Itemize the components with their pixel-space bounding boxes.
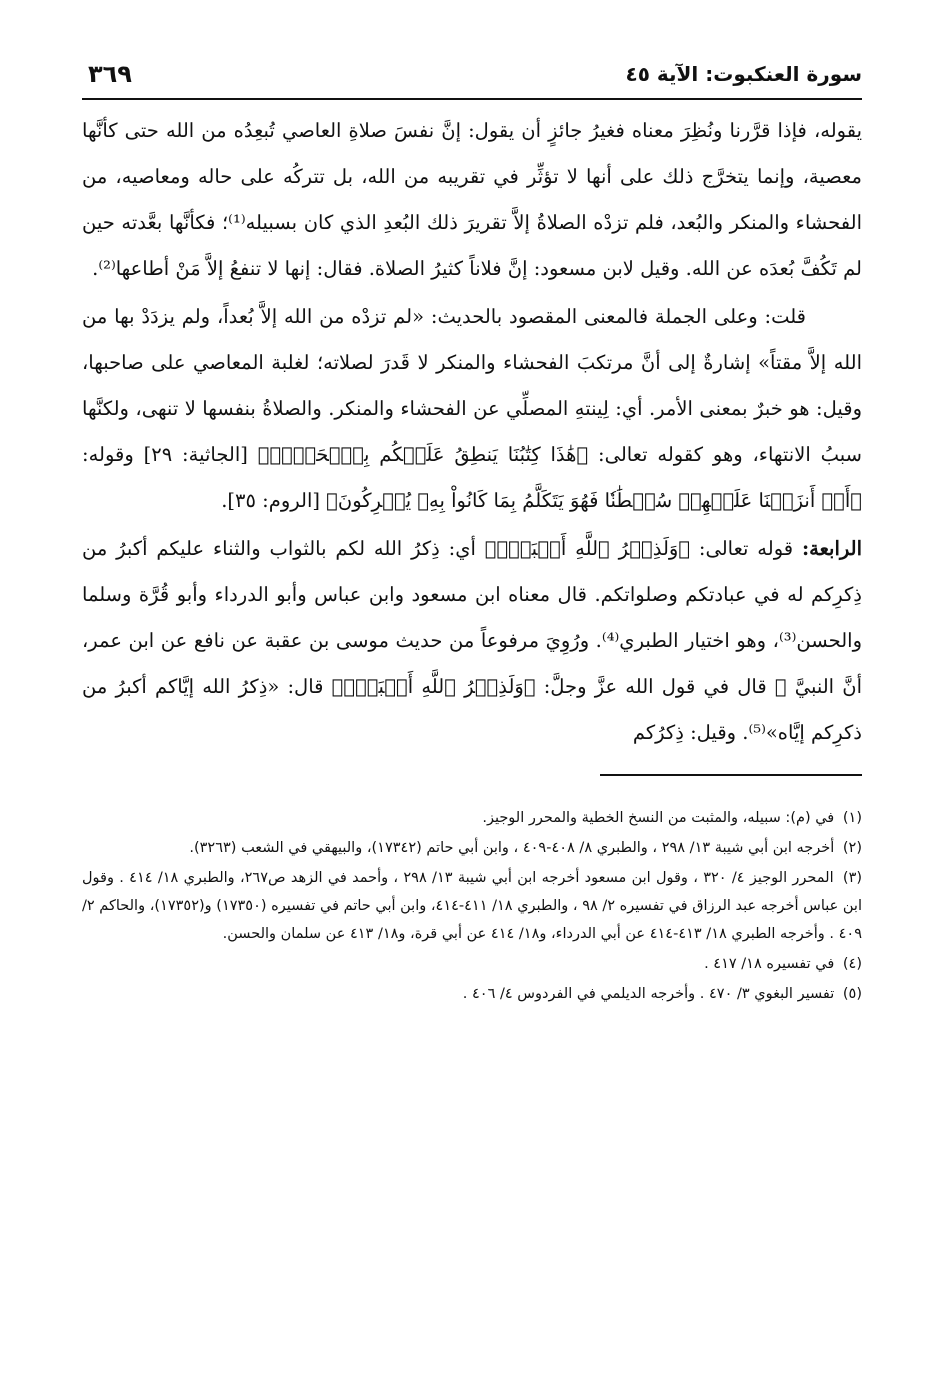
footnote <box>82 980 862 1008</box>
footnote <box>82 950 862 978</box>
book-page <box>82 58 862 1338</box>
footnote-text: تفسير البغوي ٣/ ٤٧٠ . وأخرجه الديلمي في الفردوس ٤/ ٤٠٦ . <box>462 986 835 1002</box>
footnote <box>82 834 862 862</box>
footnote <box>82 804 862 832</box>
main-text <box>82 108 862 756</box>
paragraph-2 <box>82 294 862 524</box>
footnote-text: في (م): سبيله، والمثبت من النسخ الخطية والمحرر الوجيز. <box>482 810 835 826</box>
page-number: ٣٦٩ <box>88 60 132 88</box>
paragraph-1 <box>82 108 862 292</box>
paragraph-text: قوله تعالى: ﴿وَلَذِكۡرُ ٱللَّهِ أَكۡبَرُۗ﴾ أي: ذِكرُ الله لكم بالثواب والثناء عليكم أكبرُ من ذِكرِكم له في عبادتكم وصلواتكم. قال معناه ابن مسعود وابن عباس وأبو الدرداء وأبو قُرَّة وسلما والحسن⁽³⁾، وهو اختيار الطبري⁽⁴⁾. ورُوِيَ مرفوعاً من حديث موسى بن عقبة عن نافع عن ابن عمر، أنَّ النبيَّ ﷺ قال في قول الله عزَّ وجلَّ: ﴿وَلَذِكۡرُ ٱللَّهِ أَكۡبَرُۗ﴾ قال: «ذِكرُ الله إيَّاكم أكبرُ من ذكرِكم إيَّاه»⁽⁵⁾. وقيل: ذِكرُكم <box>82 537 862 744</box>
footnote-number: (٢) <box>842 840 862 856</box>
paragraph-text: يقوله، فإذا قرَّرنا ونُظِرَ معناه فغيرُ جائزٍ أن يقول: إنَّ نفسَ صلاةِ العاصي تُبعِدُه من الله حتى كأنَّها معصية، وإنما يتخرَّج ذلك على أنها لا تؤثِّر في تقريبه من الله، بل تتركُه على حاله ومعاصيه، من الفحشاء والمنكر والبُعد، فلم تزدْه الصلاةُ إلاَّ تقريرَ ذلك البُعدِ الذي كان بسبيله⁽¹⁾؛ فكأنَّها بعَّدته حين لم تَكُفَّ بُعدَه عن الله. وقيل لابن مسعود: إنَّ فلاناً كثيرُ الصلاة. فقال: إنها لا تنفعُ إلاَّ مَنْ أطاعها⁽²⁾. <box>82 119 862 280</box>
footnote-number: (٥) <box>842 986 862 1002</box>
footnote-number: (٣) <box>842 870 863 886</box>
footnote-number: (١) <box>842 810 862 826</box>
paragraph-3 <box>82 526 862 756</box>
footnote-number: (٤) <box>842 956 862 972</box>
issue-label: الرابعة: <box>801 537 862 560</box>
surah-verse-title: سورة العنكبوت: الآية ٤٥ <box>625 62 862 86</box>
footnote-text: في تفسيره ١٨/ ٤١٧ . <box>704 956 835 972</box>
footnote-text: المحرر الوجيز ٤/ ٣٢٠ ، وقول ابن مسعود أخرجه ابن أبي شيبة ١٣/ ٢٩٨ ، وأحمد في الزهد ص٢٦٧، والطبري ١٨/ ٤١٤ . وقول ابن عباس أخرجه عبد الرزاق في تفسيره ٢/ ٩٨ ، والطبري ١٨/ ٤١١-٤١٤، وابن أبي حاتم في تفسيره (١٧٣٥٠) و(١٧٣٥٢)، والحاكم ٢/ ٤٠٩ . وأخرجه الطبري ١٨/ ٤١٣-٤١٤ عن أبي الدرداء، و١٨/ ٤١٤ عن أبي قرة، و١٨/ ٤١٣ عن سلمان والحسن. <box>82 870 862 942</box>
running-header <box>82 58 862 100</box>
footnotes <box>82 804 862 1008</box>
footnote-divider <box>600 774 862 776</box>
footnote-text: أخرجه ابن أبي شيبة ١٣/ ٢٩٨ ، والطبري ٨/ ٤٠٨-٤٠٩ ، وابن أبي حاتم (١٧٣٤٢)، والبيهقي في الشعب (٣٢٦٣). <box>189 840 835 856</box>
footnote <box>82 864 862 948</box>
paragraph-text: قلت: وعلى الجملة فالمعنى المقصود بالحديث: «لم تزدْه من الله إلاَّ بُعداً، ولم يزدَدْ بها من الله إلاَّ مقتاً» إشارةٌ إلى أنَّ مرتكبَ الفحشاء والمنكر لا قَدرَ لصلاته؛ لغلبة المعاصي على صاحبها، وقيل: هو خبرٌ بمعنى الأمر. أي: لِينتهِ المصلِّي عن الفحشاء والمنكر. والصلاةُ بنفسها لا تنهى، ولكنَّها سببُ الانتهاء، وهو كقوله تعالى: ﴿هَٰذَا كِتَٰبُنَا يَنطِقُ عَلَيۡكُم بِٱلۡحَقِّۚ﴾ [الجاثية: ٢٩] وقوله: ﴿أَمۡ أَنزَلۡنَا عَلَيۡهِمۡ سُلۡطَٰنٗا فَهُوَ يَتَكَلَّمُ بِمَا كَانُواْ بِهِۦ يُشۡرِكُونَ﴾ [الروم: ٣٥]. <box>82 305 862 512</box>
